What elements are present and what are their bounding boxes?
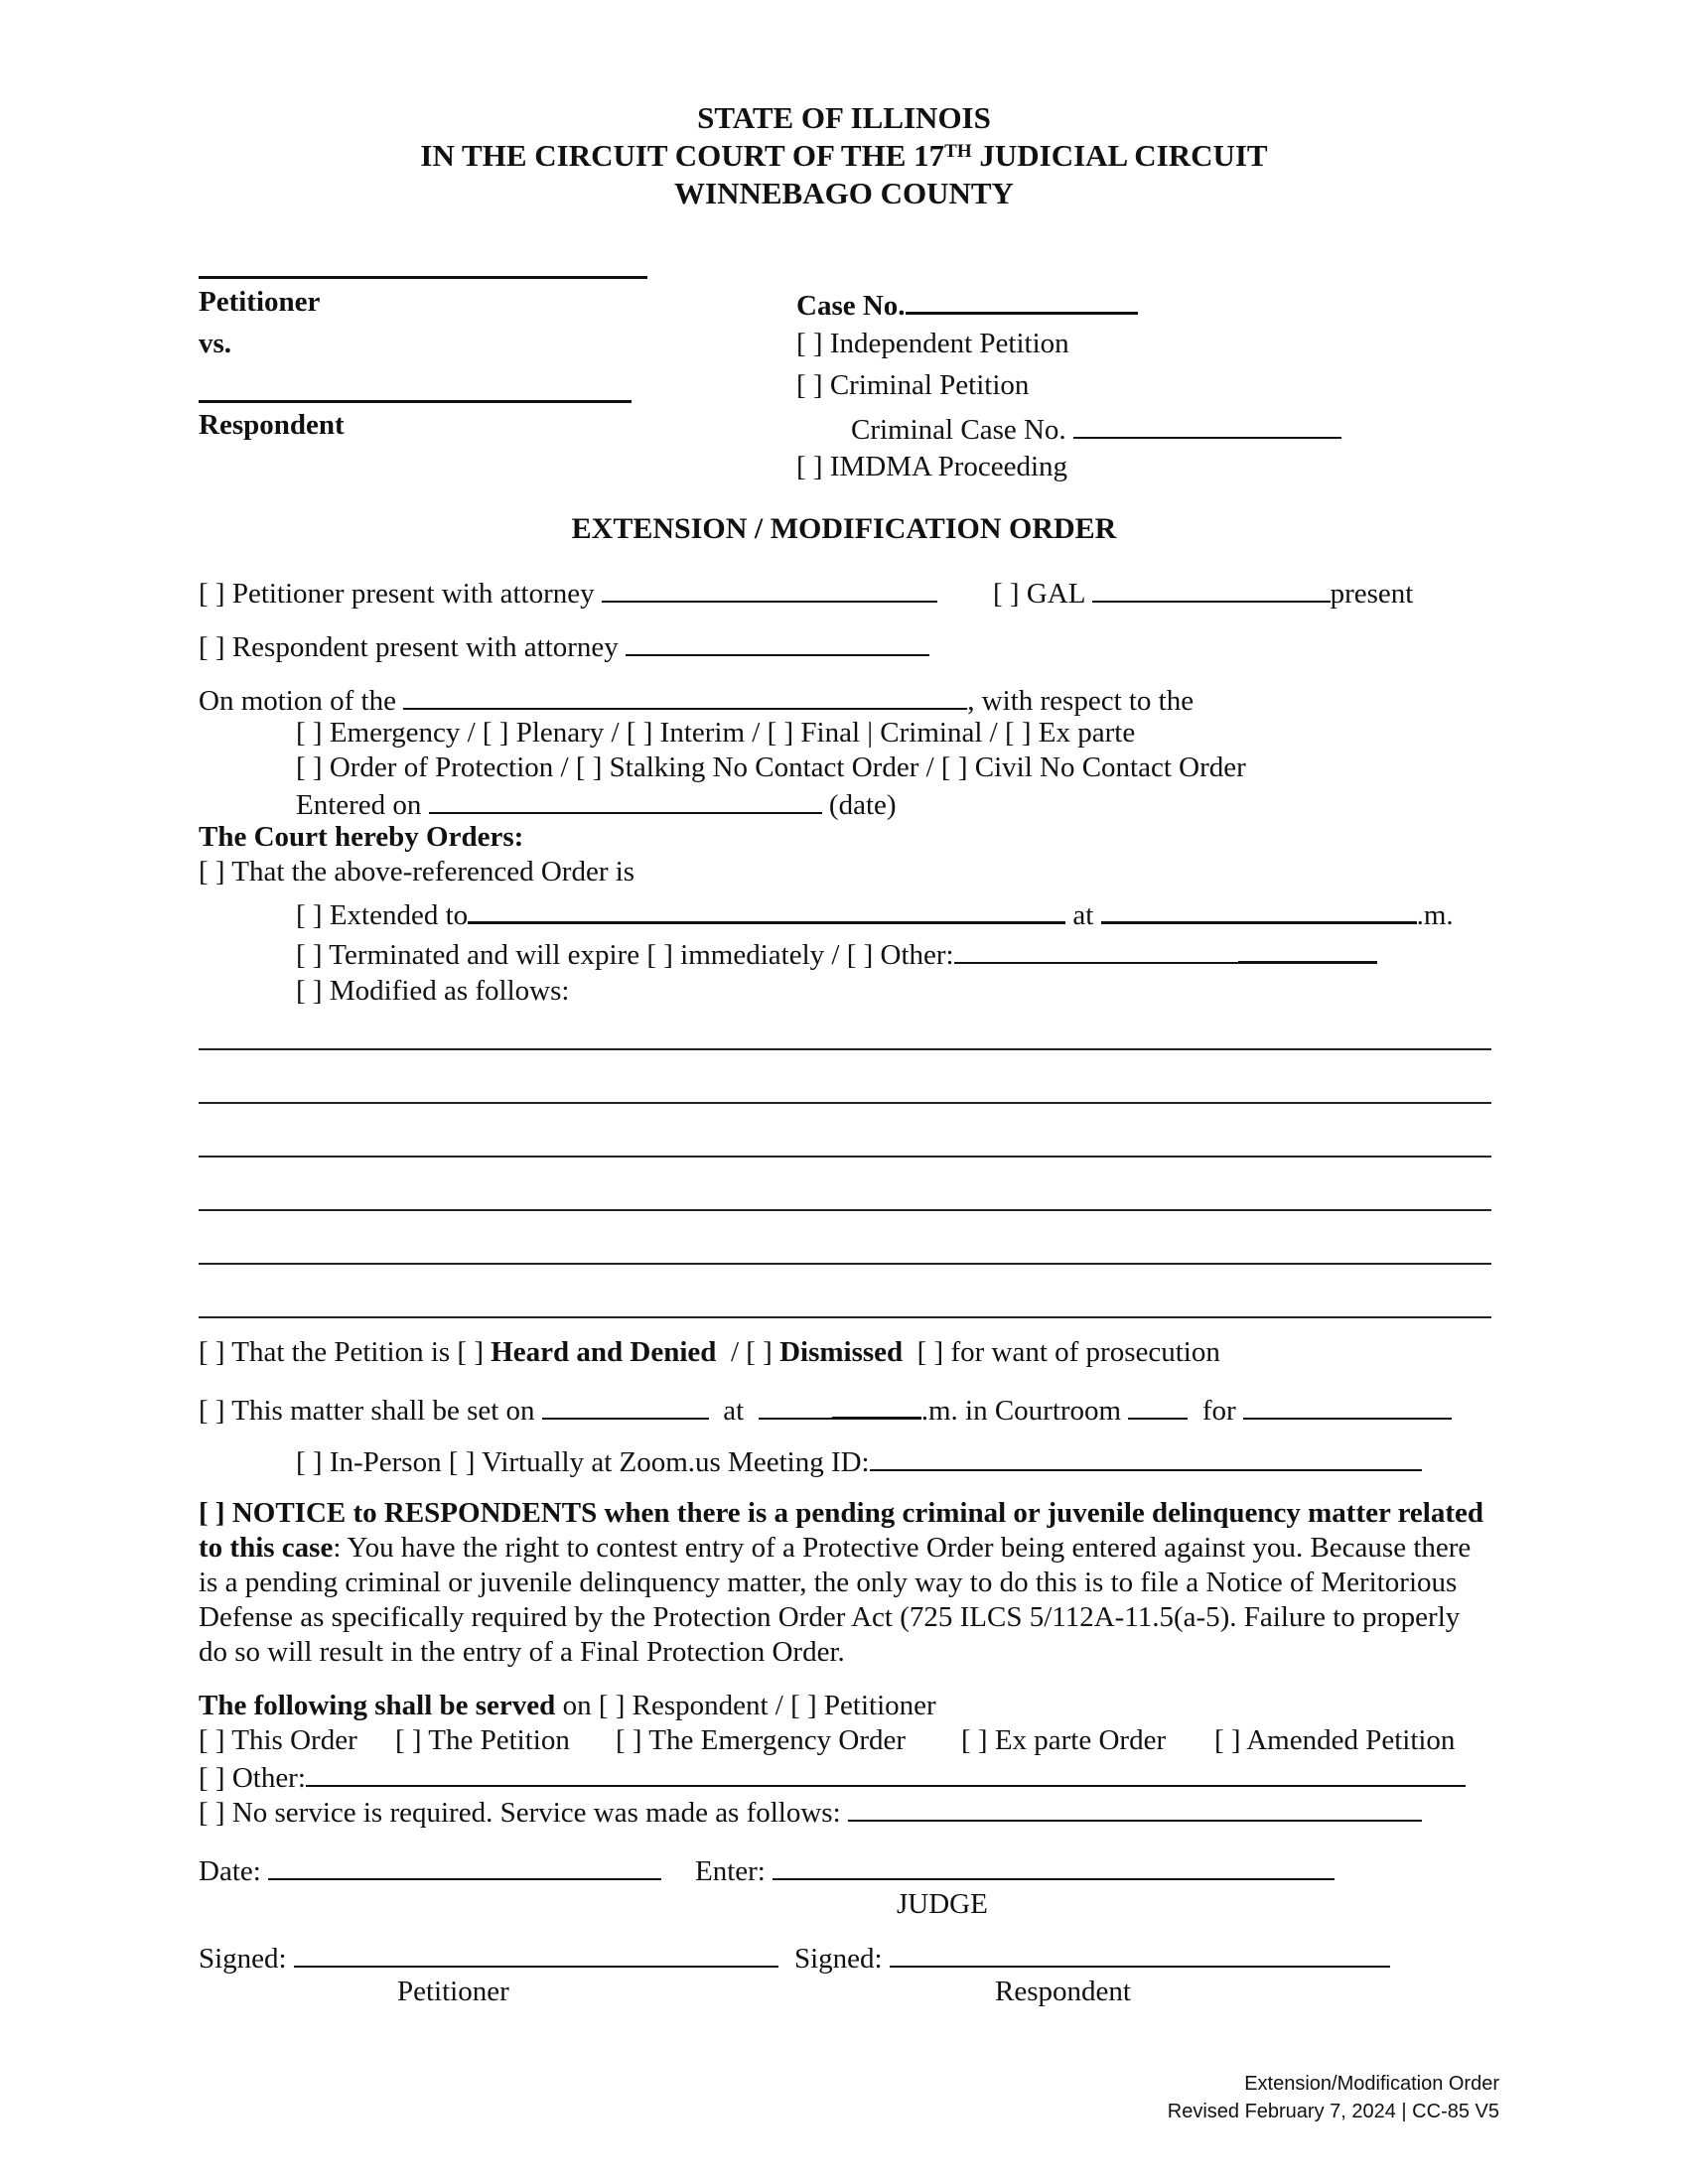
modification-line-2[interactable] (199, 1102, 1491, 1104)
state-heading: STATE OF ILLINOIS (697, 100, 991, 135)
petitioner-present-row (199, 573, 937, 612)
petitioner-attorney-field[interactable] (602, 573, 937, 603)
case-no-label (796, 284, 1138, 324)
order-type-options-2[interactable]: [ ] Order of Protection / [ ] Stalking No Contact Order / [ ] Civil No Contact Order (296, 751, 1246, 783)
criminal-case-no-label: Criminal Case No. (851, 414, 1066, 446)
terminated-other-field-ext[interactable] (1238, 933, 1377, 964)
case-no-text: Case No. (796, 290, 906, 322)
set-on-checkbox[interactable]: [ ] This matter shall be set on (199, 1395, 535, 1427)
judge-signature-field[interactable] (773, 1850, 1335, 1880)
entered-on-label: Entered on (296, 789, 422, 821)
extended-time-field[interactable] (1101, 893, 1417, 924)
date-label: Date: (199, 1855, 261, 1887)
service-other-checkbox[interactable]: [ ] Other: (199, 1762, 306, 1794)
respondent-attorney-field[interactable] (626, 626, 929, 656)
footer-form-name: Extension/Modification Order (1244, 2073, 1499, 2095)
set-on-time-field-ext[interactable] (832, 1389, 921, 1420)
served-on-row (199, 1688, 936, 1723)
gal-name-field[interactable] (1092, 573, 1331, 603)
with-respect-label: , with respect to the (967, 685, 1195, 717)
notice-bold: [ ] NOTICE to RESPONDENTS when there is a pending criminal or juvenile delinquency matter related to this case (199, 1497, 1484, 1564)
vs-label: vs. (199, 328, 232, 359)
courtroom-label: .m. in Courtroom (920, 1395, 1122, 1427)
service-item-emergency-order[interactable]: [ ] The Emergency Order (616, 1724, 907, 1756)
set-on-time-field[interactable] (759, 1390, 832, 1420)
order-type-options-1[interactable]: [ ] Emergency / [ ] Plenary / [ ] Interim / [ ] Final | Criminal / [ ] Ex parte (296, 717, 1136, 749)
case-no-field[interactable] (906, 284, 1138, 315)
enter-label: Enter: (695, 1855, 766, 1887)
respondent-label: Respondent (199, 409, 345, 441)
respondent-name-line[interactable] (199, 400, 632, 403)
extended-row (296, 893, 1454, 933)
respondent-present-checkbox[interactable]: [ ] Respondent present with attorney (199, 631, 619, 663)
petition-is-checkbox[interactable]: [ ] That the Petition is [ ] (199, 1336, 484, 1368)
service-item-petition[interactable]: [ ] The Petition (395, 1724, 570, 1756)
court-orders-heading: The Court hereby Orders: (199, 821, 524, 853)
gal-checkbox[interactable]: [ ] GAL (993, 578, 1085, 610)
dismissed-checkbox[interactable]: / [ ] (730, 1336, 773, 1368)
date-hint: (date) (828, 789, 897, 821)
service-other-row (199, 1757, 1466, 1796)
order-is-checkbox[interactable]: [ ] That the above-referenced Order is (199, 856, 635, 887)
petition-disposition-row (199, 1334, 1220, 1370)
set-on-at-label: at (723, 1395, 745, 1427)
dismissed-label: Dismissed (779, 1336, 904, 1368)
service-item-this-order[interactable]: [ ] This Order (199, 1724, 357, 1756)
independent-petition-option[interactable]: [ ] Independent Petition (796, 328, 1069, 359)
service-item-ex-parte-order[interactable]: [ ] Ex parte Order (961, 1724, 1167, 1756)
modification-line-3[interactable] (199, 1156, 1491, 1158)
no-service-row (199, 1792, 1422, 1831)
respondent-signature-field[interactable] (890, 1938, 1390, 1968)
court-heading-post: JUDICIAL CIRCUIT (971, 138, 1268, 173)
modified-checkbox[interactable]: [ ] Modified as follows: (296, 975, 570, 1007)
set-on-row (199, 1389, 1452, 1429)
modification-line-4[interactable] (199, 1209, 1491, 1211)
criminal-case-no-field[interactable] (1073, 409, 1341, 439)
served-on-options[interactable]: on [ ] Respondent / [ ] Petitioner (555, 1690, 936, 1721)
set-for-field[interactable] (1243, 1390, 1452, 1420)
modification-line-5[interactable] (199, 1263, 1491, 1265)
enter-row (695, 1850, 1335, 1889)
petitioner-name-line[interactable] (199, 276, 647, 279)
service-item-amended-petition[interactable]: [ ] Amended Petition (1214, 1724, 1456, 1756)
respondent-signature-row (794, 1938, 1390, 1977)
judge-label: JUDGE (897, 1888, 988, 1920)
terminated-other-field[interactable] (954, 934, 1238, 964)
want-of-prosecution-checkbox[interactable]: [ ] for want of prosecution (916, 1336, 1220, 1368)
no-service-checkbox[interactable]: [ ] No service is required. Service was made as follows: (199, 1797, 841, 1829)
service-other-field[interactable] (306, 1757, 1466, 1787)
extended-at-label: at (1072, 899, 1094, 931)
criminal-petition-option[interactable]: [ ] Criminal Petition (796, 369, 1030, 401)
county-heading: WINNEBAGO COUNTY (674, 176, 1014, 210)
modification-line-1[interactable] (199, 1048, 1491, 1050)
notice-text: : You have the right to contest entry of a Protective Order being entered against you. Because there is a pending criminal or juvenile delinquency matter, the only way to do this is to file a Notice of Meritorious Defense as specifically required by the Protection Order Act (725 ILCS 5/112A-11.5(a-5). Failure to properly do so will result in the entry of a Final Protection Order. (199, 1532, 1472, 1668)
courtroom-field[interactable] (1128, 1390, 1188, 1420)
zoom-meeting-id-field[interactable] (870, 1441, 1422, 1471)
court-heading (0, 137, 1688, 175)
for-label: for (1201, 1395, 1236, 1427)
served-heading: The following shall be served (199, 1690, 556, 1721)
entered-on-row (296, 784, 897, 823)
court-heading-sup: TH (944, 141, 972, 162)
petitioner-present-checkbox[interactable]: [ ] Petitioner present with attorney (199, 578, 595, 610)
date-row (199, 1850, 661, 1889)
terminated-row (296, 933, 1377, 973)
heard-denied-label: Heard and Denied (491, 1336, 717, 1368)
criminal-case-no-row (851, 409, 1341, 448)
court-heading-pre: IN THE CIRCUIT COURT OF THE 17 (420, 138, 945, 173)
extended-m-label: .m. (1416, 899, 1454, 931)
gal-present-label: present (1330, 578, 1414, 610)
on-motion-label: On motion of the (199, 685, 396, 717)
gal-row (993, 573, 1413, 612)
signed-label-2: Signed: (794, 1943, 883, 1975)
terminated-options[interactable]: [ ] Terminated and will expire [ ] immediately / [ ] Other: (296, 939, 954, 971)
set-on-date-field[interactable] (542, 1390, 709, 1420)
signed-label-1: Signed: (199, 1943, 287, 1975)
imdma-option[interactable]: [ ] IMDMA Proceeding (796, 451, 1068, 482)
extended-date-field[interactable] (468, 893, 1065, 924)
motion-row (199, 680, 1194, 719)
petitioner-signature-label: Petitioner (397, 1976, 509, 2007)
service-method-field[interactable] (848, 1792, 1422, 1822)
entered-on-date-field[interactable] (429, 784, 822, 814)
order-title: EXTENSION / MODIFICATION ORDER (571, 512, 1117, 545)
modification-line-6[interactable] (199, 1316, 1491, 1318)
notice-paragraph (199, 1496, 1489, 1670)
petitioner-signature-field[interactable] (294, 1938, 778, 1968)
appearance-options[interactable]: [ ] In-Person [ ] Virtually at Zoom.us Meeting ID: (296, 1446, 870, 1478)
petitioner-signature-row (199, 1938, 778, 1977)
motion-party-field[interactable] (403, 680, 967, 710)
appearance-row (296, 1441, 1422, 1480)
footer-revision: Revised February 7, 2024 | CC-85 V5 (1167, 2101, 1499, 2122)
date-field[interactable] (268, 1850, 661, 1880)
extended-checkbox[interactable]: [ ] Extended to (296, 899, 469, 931)
petitioner-label: Petitioner (199, 286, 321, 318)
respondent-signature-label: Respondent (995, 1976, 1131, 2007)
respondent-present-row (199, 626, 929, 665)
